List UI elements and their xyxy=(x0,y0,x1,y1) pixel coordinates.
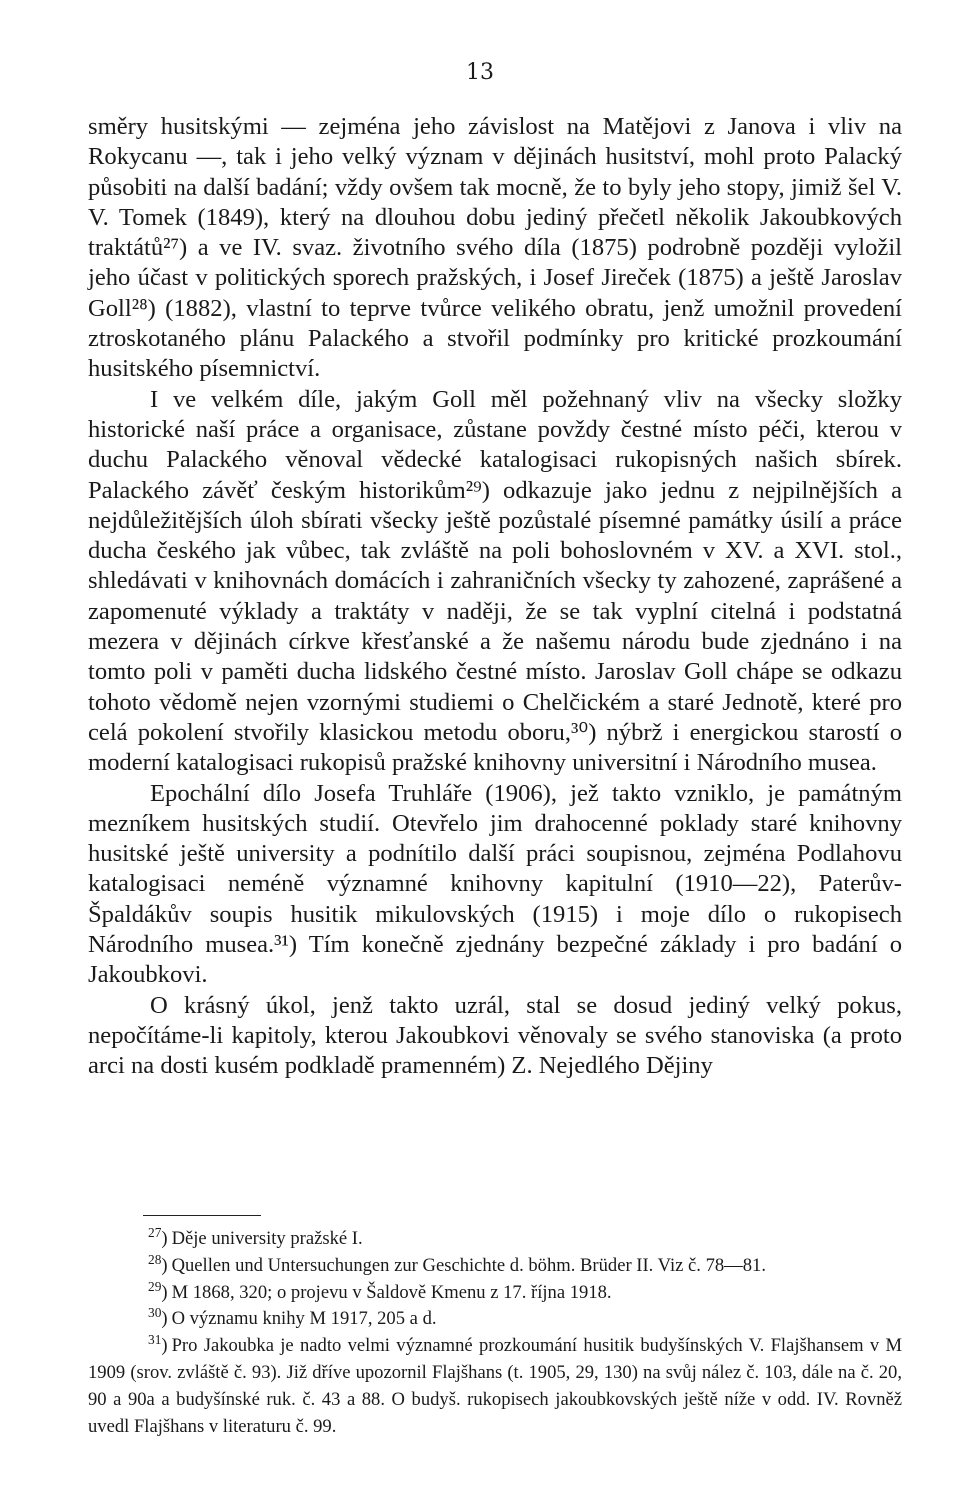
footnote-text: Pro Jakoubka je nadto velmi významné prozkoumání husitik budyšínských V. Flajšhansem v M 1909 (srov. zvláště č. 93). Již dříve upozornil Flajšhans (t. 1905, 29, 130) na svůj nález č. 103, dále na č. 20, 90 a 90a a budyšínské ruk. č. 43 a 88. O budyš. rukopisech jakoubkovských ještě níže v odd. IV. Rovněž uvedl Flajšhans v literaturu č. 99. xyxy=(88,1335,902,1437)
footnote-27: $^{27}$) Děje university pražské I. xyxy=(148,1224,363,1249)
footnote-number: 28 xyxy=(148,1251,162,1267)
footnote-30: $^{30}$) O významu knihy M 1917, 205 a d. xyxy=(148,1305,437,1330)
footnote-29: $^{29}$) M 1868, 320; o projevu v Šaldově Kmenu z 17. října 1918. xyxy=(148,1278,612,1303)
paragraph-4: O krásný úkol, jenž takto uzrál, stal se dosud jediný velký pokus, nepočítáme-li kapitoly, kterou Jakoubkovi věnovaly se svého stanoviska (a proto arci na dosti kusém podkladě pramenném) Z. Nejedlého Dějiny xyxy=(88,991,902,1080)
footnotes xyxy=(88,1226,902,1440)
footnote-text: O významu knihy M 1917, 205 a d. xyxy=(171,1308,437,1330)
footnote-number: 27 xyxy=(148,1224,162,1240)
footnote-divider xyxy=(143,1215,261,1216)
paragraph-2: I ve velkém díle, jakým Goll měl požehnaný vliv na všecky složky historické naší práce a organisace, zůstane povždy čestné místo péči, kterou v duchu Palackého věnoval vědecké katalogisaci rukopisných našich sbírek. Palackého závěť českým historikům²⁹) odkazuje jako jednu z nejpilnějších a nejdůležitějších úloh sbírati všecky ještě pozůstalé písemné památky úsilí a práce ducha českého jak vůbec, tak zvláště na poli bohoslovném v XV. a XVI. stol., shledávati v knihovnách domácích i zahraničních všecky ty zahozené, zaprášené a zapomenuté výklady a traktáty v naději, že se tak vyplní citelná i podstatná mezera v dějinách církve křesťanské a že našemu národu bude zjednáno i na tomto poli v paměti ducha lidského čestné místo. Jaroslav Goll chápe se odkazu tohoto vědomě nejen vzornými studiemi o Chelčickém a staré Jednotě, které pro celá pokolení stvořily klasickou metodu oboru,³⁰) nýbrž i energickou starostí o moderní katalogisaci rukopisů pražské knihovny universitní i Národního musea. xyxy=(88,385,902,777)
footnote-number: 31 xyxy=(148,1332,162,1347)
footnote-text: Quellen und Untersuchungen zur Geschichte d. böhm. Brüder II. Viz č. 78—81. xyxy=(171,1254,766,1276)
footnote-text: M 1868, 320; o projevu v Šaldově Kmenu z 17. října 1918. xyxy=(171,1281,612,1303)
footnote-28: $^{28}$) Quellen und Untersuchungen zur Geschichte d. böhm. Brüder II. Viz č. 78—81. xyxy=(148,1251,766,1276)
footnote-31: $^{31}$) Pro Jakoubka je nadto velmi významné prozkoumání husitik budyšínských V. Flajšhansem v M 1909 (srov. zvláště č. 93). Již dříve upozornil Flajšhans (t. 1905, 29, 130) na svůj nález č. 103, dále na č. 20, 90 a 90a a budyšínské ruk. č. 43 a 88. O budyš. rukopisech jakoubkovských ještě níže v odd. IV. Rovněž uvedl Flajšhans v literaturu č. 99. xyxy=(88,1332,902,1437)
page-number: 13 xyxy=(466,60,494,85)
paragraph-3: Epochální dílo Josefa Truhláře (1906), jež takto vzniklo, je památným mezníkem husitských studií. Otevřelo jim drahocenné poklady staré knihovny husitské ještě university a podnítilo další práci soupisnou, zejména Podlahovu katalogisaci neméně významné knihovny kapitulní (1910—22), Paterův-Špaldákův soupis husitik mikulovských (1915) i moje dílo o rukopisech Národního musea.³¹) Tím konečně zjednány bezpečné základy i pro badání o Jakoubkovi. xyxy=(88,779,902,989)
footnote-text: Děje university pražské I. xyxy=(171,1228,363,1249)
paragraph-1: směry husitskými — zejména jeho závislost na Matějovi z Janova i vliv na Rokycanu —, tak i jeho velký význam v dějinách husitství, mohl proto Palacký působiti na další badání; vždy ovšem tak mocně, že to byly jeho stopy, jimiž šel V. V. Tomek (1849), který na dlouhou dobu jediný přečetl několik Jakoubkových traktátů²⁷) a ve IV. svaz. životního svého díla (1875) podrobně později vyložil jeho účast v politických sporech pražských, i Josef Jireček (1875) a ještě Jaroslav Goll²⁸) (1882), vlastní to teprve tvůrce velikého obratu, jenž umožnil provedení ztroskotaného plánu Palackého a stvořil podmínky pro kritické prozkoumání husitského písemnictví. xyxy=(88,113,902,383)
body-text xyxy=(88,112,902,1082)
footnote-number: 30 xyxy=(148,1305,162,1321)
footnote-number: 29 xyxy=(148,1278,162,1294)
